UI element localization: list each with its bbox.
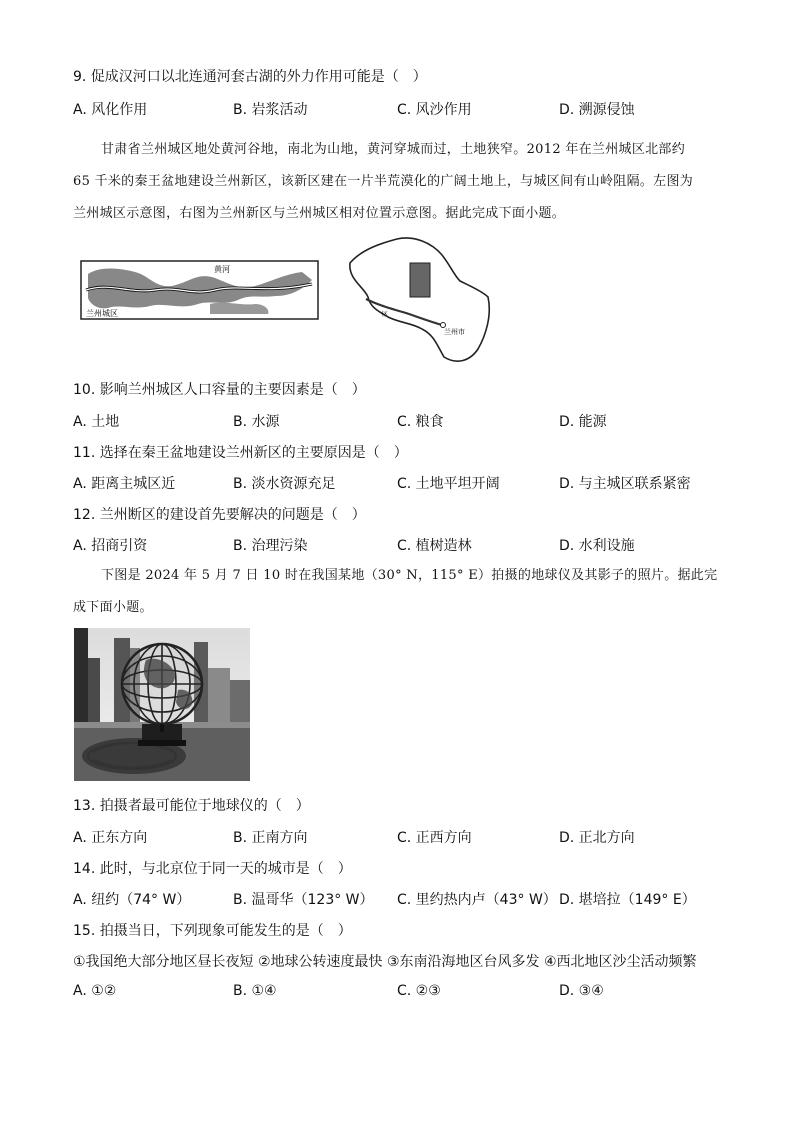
area-label: 区 <box>382 312 389 318</box>
option-a: A. ①② <box>73 983 117 999</box>
option-a: A. 风化作用 <box>73 102 148 118</box>
question-13-options <box>73 827 733 847</box>
question-15-statements: ①我国绝大部分地区昼长夜短 ②地球公转速度最快 ③东南沿海地区台风多发 ④西北地区沙尘活动频繁 <box>73 954 697 970</box>
option-c: C. 正西方向 <box>397 830 472 846</box>
passage-line: 成下面小题。 <box>73 600 153 615</box>
question-14-options <box>73 889 733 909</box>
question-12-options <box>73 535 733 555</box>
option-b: B. ①④ <box>233 983 277 999</box>
option-d: D. 与主城区联系紧密 <box>559 476 691 492</box>
question-10-options <box>73 411 733 431</box>
question-14-stem: 14. 此时，与北京位于同一天的城市是（ ） <box>73 861 352 877</box>
question-11-stem: 11. 选择在秦王盆地建设兰州新区的主要原因是（ ） <box>73 445 408 461</box>
option-d: D. 堪培拉（149° E） <box>559 892 696 908</box>
passage-lanzhou <box>73 134 723 230</box>
question-12-stem: 12. 兰州断区的建设首先要解决的问题是（ ） <box>73 507 366 523</box>
globe-photo <box>74 628 250 781</box>
question-11-options <box>73 473 733 493</box>
passage-globe <box>73 560 723 624</box>
lanzhou-new-district-map <box>342 235 494 365</box>
option-a: A. 土地 <box>73 414 120 430</box>
option-a: A. 纽约（74° W） <box>73 892 191 908</box>
option-b: B. 正南方向 <box>233 830 308 846</box>
option-c: C. 土地平坦开阔 <box>397 476 500 492</box>
question-13-stem: 13. 拍摄者最可能位于地球仪的（ ） <box>73 798 310 814</box>
lanzhou-city-map <box>80 260 320 322</box>
question-15-stem: 15. 拍摄当日，下列现象可能发生的是（ ） <box>73 923 352 939</box>
option-d: D. 水利设施 <box>559 538 635 554</box>
passage-line: 65 千米的秦王盆地建设兰州新区，该新区建在一片半荒漠化的广阔土地上，与城区间有山岭阻隔。左图为 <box>73 174 694 189</box>
option-c: C. 植树造林 <box>397 538 472 554</box>
option-a: A. 正东方向 <box>73 830 148 846</box>
question-9-options <box>73 99 733 119</box>
option-b: B. 水源 <box>233 414 280 430</box>
option-d: D. 正北方向 <box>559 830 635 846</box>
passage-line: 甘肃省兰州城区地处黄河谷地，南北为山地，黄河穿城而过，土地狭窄。2012 年在兰州城区北部约 <box>101 142 686 157</box>
question-9-stem: 9. 促成汉河口以北连通河套古湖的外力作用可能是（ ） <box>73 69 427 85</box>
passage-line: 兰州城区示意图，右图为兰州新区与兰州城区相对位置示意图。据此完成下面小题。 <box>73 206 566 221</box>
city-label: 兰州市 <box>444 329 465 336</box>
option-a: A. 距离主城区近 <box>73 476 176 492</box>
option-d: D. 溯源侵蚀 <box>559 102 635 118</box>
option-b: B. 岩浆活动 <box>233 102 308 118</box>
option-d: D. ③④ <box>559 983 604 999</box>
question-15-options <box>73 983 733 1003</box>
passage-line: 下图是 2024 年 5 月 7 日 10 时在我国某地（30° N，115° E）拍摄的地球仪及其影子的照片。据此完 <box>101 568 718 583</box>
city-label: 兰州城区 <box>86 309 118 318</box>
question-10-stem: 10. 影响兰州城区人口容量的主要因素是（ ） <box>73 382 366 398</box>
option-c: C. 里约热内卢（43° W） <box>397 892 557 908</box>
option-b: B. 温哥华（123° W） <box>233 892 374 908</box>
option-c: C. 粮食 <box>397 414 444 430</box>
option-a: A. 招商引资 <box>73 538 148 554</box>
option-d: D. 能源 <box>559 414 607 430</box>
river-label: 黄河 <box>214 265 230 274</box>
option-c: C. ②③ <box>397 983 441 999</box>
option-c: C. 风沙作用 <box>397 102 472 118</box>
option-b: B. 治理污染 <box>233 538 308 554</box>
option-b: B. 淡水资源充足 <box>233 476 336 492</box>
